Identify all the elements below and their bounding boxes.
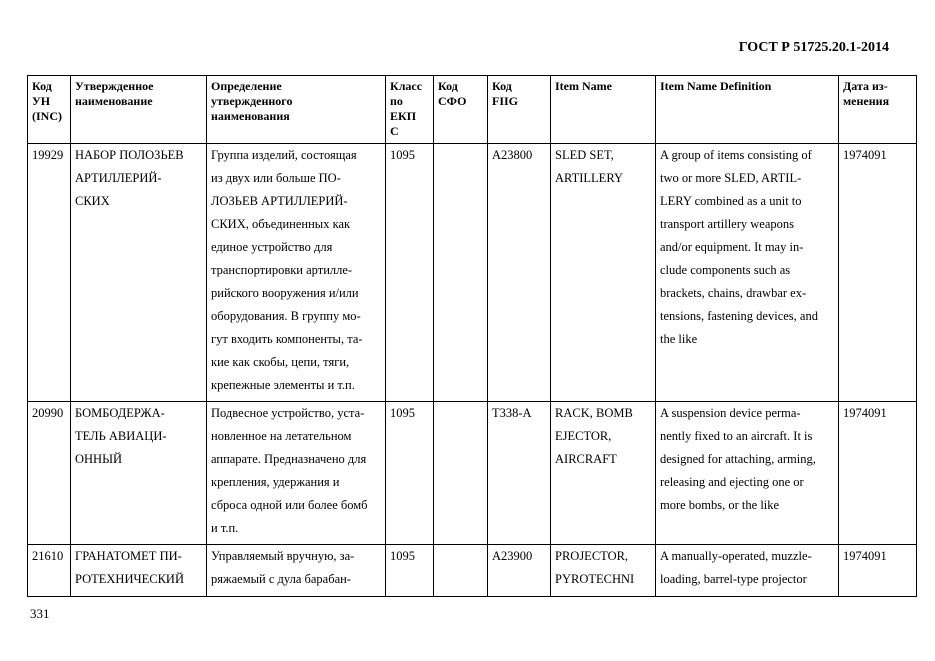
text-line: 1974091 (843, 148, 887, 162)
cell-sfo (434, 144, 488, 402)
header-class (386, 76, 434, 144)
header-inc (28, 76, 71, 144)
text-line: СФО (438, 94, 467, 108)
cell-item-name (551, 545, 656, 597)
text-line: A23900 (492, 549, 533, 563)
text-line: PYROTECHNI (555, 572, 635, 586)
header-change-date (839, 76, 917, 144)
cell-date (839, 144, 917, 402)
text-line: AIRCRAFT (555, 452, 617, 466)
cell-class (386, 402, 434, 545)
cell-item-definition (656, 144, 839, 402)
cell-fiig (488, 144, 551, 402)
text-line: clude components such as (660, 263, 791, 277)
text-line: loading, barrel-type projector (660, 572, 807, 586)
text-line: Утвержденное (75, 79, 154, 93)
text-line: designed for attaching, arming, (660, 452, 816, 466)
text-line: оборудования. В группу мо- (211, 309, 361, 323)
cell-inc (28, 144, 71, 402)
standard-number: ГОСТ Р 51725.20.1-2014 (738, 40, 889, 55)
text-line: brackets, chains, drawbar ex- (660, 286, 807, 300)
catalog-table (27, 75, 917, 597)
text-line: 1974091 (843, 406, 887, 420)
cell-sfo (434, 545, 488, 597)
header-item-name (551, 76, 656, 144)
text-line: новленное на летательном (211, 429, 352, 443)
text-line: EJECTOR, (555, 429, 612, 443)
text-line: 19929 (32, 148, 64, 162)
text-line: кие как скобы, цепи, тяги, (211, 355, 350, 369)
text-line: из двух или больше ПО- (211, 171, 341, 185)
text-line: Код (492, 79, 512, 93)
text-line: Код (438, 79, 458, 93)
text-line: по (390, 94, 403, 108)
text-line: наименование (75, 94, 153, 108)
text-line: рийского вооружения и/или (211, 286, 359, 300)
header-approved-name (71, 76, 207, 144)
cell-item-definition (656, 545, 839, 597)
text-line: FIIG (492, 94, 519, 108)
cell-name (71, 402, 207, 545)
text-line: 1974091 (843, 549, 887, 563)
text-line: сброса одной или более бомб (211, 498, 368, 512)
text-line: РОТЕХНИЧЕСКИЙ (75, 572, 184, 586)
text-line: Управляемый вручную, за- (211, 549, 355, 563)
text-line: the like (660, 332, 698, 346)
text-line: крепления, удержания и (211, 475, 340, 489)
text-line: Подвесное устройство, уста- (211, 406, 365, 420)
text-line: 21610 (32, 549, 64, 563)
table-row (28, 402, 917, 545)
text-line: крепежные элементы и т.п. (211, 378, 355, 392)
text-line: Item Name Definition (660, 79, 772, 93)
text-line: 20990 (32, 406, 64, 420)
text-line: A group of items consisting of (660, 148, 812, 162)
text-line: АРТИЛЛЕРИЙ- (75, 171, 162, 185)
cell-class (386, 144, 434, 402)
text-line: A23800 (492, 148, 533, 162)
cell-definition (207, 144, 386, 402)
text-line: transport artillery weapons (660, 217, 794, 231)
text-line: Код (32, 79, 52, 93)
text-line: транспортировки артилле- (211, 263, 353, 277)
cell-name (71, 144, 207, 402)
cell-definition (207, 402, 386, 545)
text-line: С (390, 124, 399, 138)
text-line: (INC) (32, 109, 62, 123)
cell-definition (207, 545, 386, 597)
text-line: НАБОР ПОЛОЗЬЕВ (75, 148, 184, 162)
text-line: and/or equipment. It may in- (660, 240, 804, 254)
text-line: A manually-operated, muzzle- (660, 549, 812, 563)
text-line: БОМБОДЕРЖА- (75, 406, 165, 420)
text-line: ТЕЛЬ АВИАЦИ- (75, 429, 167, 443)
text-line: СКИХ (75, 194, 110, 208)
text-line: tensions, fastening devices, and (660, 309, 818, 323)
cell-fiig (488, 402, 551, 545)
text-line: RACK, BOMB (555, 406, 633, 420)
text-line: Класс (390, 79, 423, 93)
text-line: PROJECTOR, (555, 549, 629, 563)
text-line: more bombs, or the like (660, 498, 780, 512)
text-line: аппарате. Предназначено для (211, 452, 367, 466)
text-line: ГРАНАТОМЕТ ПИ- (75, 549, 182, 563)
text-line: releasing and ejecting one or (660, 475, 804, 489)
text-line: ЕКП (390, 109, 417, 123)
cell-date (839, 402, 917, 545)
text-line: ряжаемый с дула барабан- (211, 572, 351, 586)
cell-date (839, 545, 917, 597)
text-line: Определение (211, 79, 282, 93)
text-line: Item Name (555, 79, 612, 93)
text-line: ОННЫЙ (75, 452, 123, 466)
text-line: ЛОЗЬЕВ АРТИЛЛЕРИЙ- (211, 194, 348, 208)
cell-fiig (488, 545, 551, 597)
table-header-row (28, 76, 917, 144)
text-line: 1095 (390, 406, 415, 420)
cell-inc (28, 402, 71, 545)
text-line: ARTILLERY (555, 171, 623, 185)
text-line: two or more SLED, ARTIL- (660, 171, 802, 185)
text-line: A suspension device perma- (660, 406, 801, 420)
table-row (28, 144, 917, 402)
cell-item-name (551, 402, 656, 545)
text-line: наименования (211, 109, 290, 123)
text-line: SLED SET, (555, 148, 614, 162)
header-item-definition (656, 76, 839, 144)
cell-name (71, 545, 207, 597)
text-line: 1095 (390, 549, 415, 563)
table-row (28, 545, 917, 597)
cell-sfo (434, 402, 488, 545)
text-line: и т.п. (211, 521, 239, 535)
cell-item-name (551, 144, 656, 402)
header-fiig (488, 76, 551, 144)
header-sfo (434, 76, 488, 144)
cell-class (386, 545, 434, 597)
text-line: LERY combined as a unit to (660, 194, 802, 208)
cell-inc (28, 545, 71, 597)
text-line: T338-A (492, 406, 532, 420)
text-line: единое устройство для (211, 240, 333, 254)
text-line: СКИХ, объединенных как (211, 217, 351, 231)
text-line: 1095 (390, 148, 415, 162)
text-line: УН (32, 94, 51, 108)
text-line: менения (843, 94, 890, 108)
cell-item-definition (656, 402, 839, 545)
text-line: гут входить компоненты, та- (211, 332, 363, 346)
text-line: Дата из- (843, 79, 888, 93)
text-line: nently fixed to an aircraft. It is (660, 429, 813, 443)
text-line: Группа изделий, состоящая (211, 148, 357, 162)
header-definition (207, 76, 386, 144)
text-line: утвержденного (211, 94, 293, 108)
page-number: 331 (30, 606, 50, 621)
